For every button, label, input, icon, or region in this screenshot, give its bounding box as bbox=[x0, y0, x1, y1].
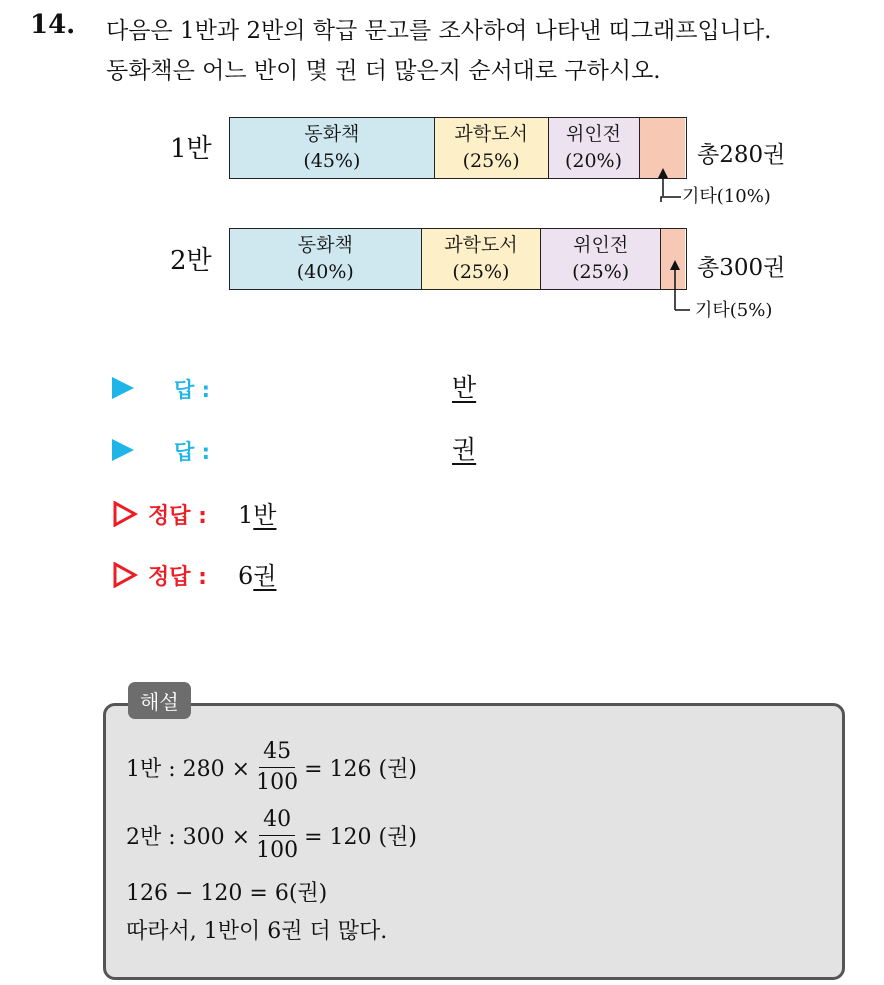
band-segment-percent: (25%) bbox=[452, 261, 510, 283]
band-segment-fairy-tale bbox=[230, 118, 435, 178]
correct-label: 정답 : bbox=[148, 565, 207, 590]
correct1-unit: 반 bbox=[253, 501, 277, 529]
correct1-number: 1 bbox=[238, 501, 254, 529]
band-segment-label: 위인전 bbox=[565, 123, 622, 145]
correct-label: 정답 : bbox=[148, 504, 207, 529]
fraction: $\frac{40}{100}$ bbox=[256, 807, 299, 863]
class2-band-graph bbox=[229, 228, 687, 290]
class2-other-callout: 기타(5%) bbox=[695, 300, 773, 321]
class1-band-graph bbox=[229, 117, 687, 179]
question-text-line1: 다음은 1반과 2반의 학급 문고를 조사하여 나타낸 띠그래프입니다. bbox=[106, 18, 772, 44]
band-segment-percent: (45%) bbox=[303, 150, 361, 172]
outline-triangle-icon bbox=[112, 562, 138, 588]
class1-label: 1반 bbox=[170, 134, 212, 164]
band-segment-percent: (25%) bbox=[572, 261, 630, 283]
explanation-tab: 해설 bbox=[128, 682, 191, 719]
correct2-unit: 권 bbox=[253, 562, 277, 590]
answer-label: 답 : bbox=[174, 440, 210, 464]
class2-other-arrow-icon bbox=[666, 258, 696, 318]
play-triangle-icon bbox=[112, 377, 134, 399]
band-segment-science bbox=[435, 118, 549, 178]
fraction: $\frac{45}{100}$ bbox=[256, 739, 299, 795]
band-segment-percent: (40%) bbox=[296, 261, 354, 283]
band-segment-fairy-tale bbox=[230, 229, 422, 289]
band-segment-label: 동화책 bbox=[297, 234, 353, 256]
explanation-line2: 2반 : 300 × $\frac{40}{100}$ = 120 (권) bbox=[126, 805, 417, 866]
explanation-line3: 126 − 120 = 6(권) bbox=[126, 881, 328, 906]
band-segment-science bbox=[422, 229, 542, 289]
class1-other-callout: 기타(10%) bbox=[682, 186, 771, 207]
band-segment-label: 위인전 bbox=[573, 234, 629, 256]
class2-total: 총300권 bbox=[697, 255, 786, 281]
band-segment-percent: (20%) bbox=[564, 150, 623, 172]
band-segment-label: 동화책 bbox=[304, 123, 360, 145]
band-segment-label: 과학도서 bbox=[444, 234, 518, 256]
outline-triangle-icon bbox=[112, 501, 138, 527]
correct2-number: 6 bbox=[238, 562, 254, 590]
class2-label: 2반 bbox=[170, 246, 212, 276]
explanation-line1: 1반 : 280 × $\frac{45}{100}$ = 126 (권) bbox=[126, 737, 417, 798]
explanation-line4: 따라서, 1반이 6권 더 많다. bbox=[126, 919, 388, 944]
question-number: 14. bbox=[30, 10, 76, 40]
band-segment-label: 과학도서 bbox=[454, 123, 528, 145]
band-segment-biography bbox=[549, 118, 640, 178]
band-segment-percent: (25%) bbox=[462, 150, 520, 172]
class1-total: 총280권 bbox=[697, 142, 786, 168]
answer-unit-count: 권 bbox=[452, 435, 477, 464]
answer-label: 답 : bbox=[174, 378, 210, 402]
class1-other-arrow-icon bbox=[655, 168, 685, 202]
play-triangle-icon bbox=[112, 439, 134, 461]
answer-unit-class: 반 bbox=[452, 373, 477, 402]
question-text-line2: 동화책은 어느 반이 몇 권 더 많은지 순서대로 구하시오. bbox=[106, 58, 661, 84]
band-segment-biography bbox=[541, 229, 661, 289]
